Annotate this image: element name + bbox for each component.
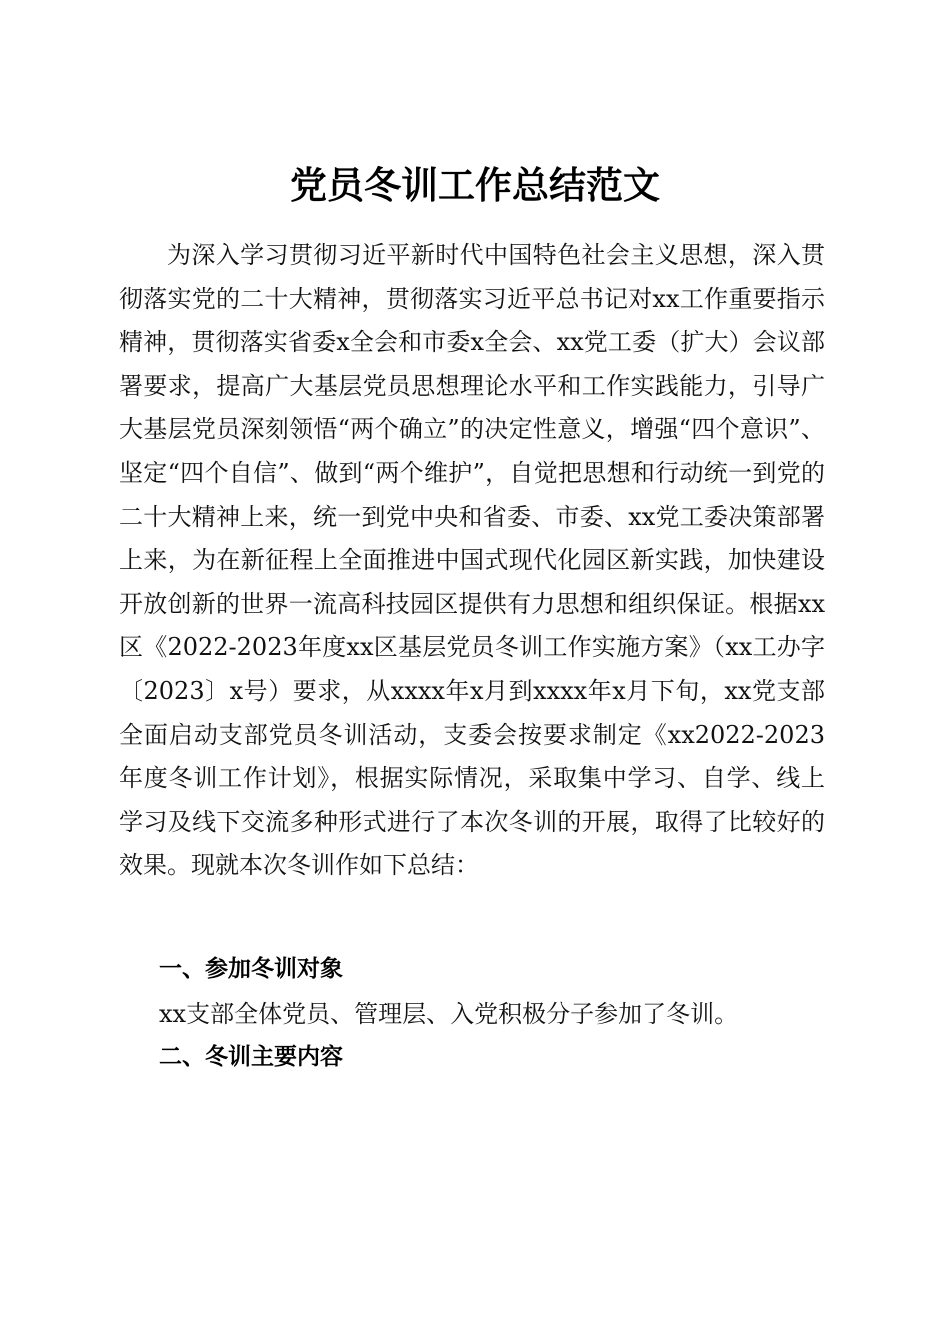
document-title: 党员冬训工作总结范文 xyxy=(290,162,660,207)
section-heading-content: 二、冬训主要内容 xyxy=(159,1044,343,1070)
section-text-participants: xx支部全体党员、管理层、入党积极分子参加了冬训。 xyxy=(159,1000,739,1028)
intro-paragraph: 为深入学习贯彻习近平新时代中国特色社会主义思想，深入贯彻落实党的二十大精神，贯彻落实习近平总书记对xx工作重要指示精神，贯彻落实省委x全会和市委x全会、xx党工委（扩大）会议部署要求，提高广大基层党员思想理论水平和工作实践能力，引导广大基层党员深刻领悟“两个确立”的决定性意义，增强“四个意识”、坚定“四个自信”、做到“两个维护”，自觉把思想和行动统一到党的二十大精神上来，统一到党中央和省委、市委、xx党工委决策部署上来，为在新征程上全面推进中国式现代化园区新实践，加快建设开放创新的世界一流高科技园区提供有力思想和组织保证。根据xx区《2022-2023年度xx区基层党员冬训工作实施方案》（xx工办字〔2023〕x号）要求，从xxxx年x月到xxxx年x月下旬，xx党支部全面启动支部党员冬训活动，支委会按要求制定《xx2022-2023年度冬训工作计划》，根据实际情况，采取集中学习、自学、线上学习及线下交流多种形式进行了本次冬训的开展，取得了比较好的效果。现就本次冬训作如下总结： xyxy=(119,241,825,880)
section-heading-participants: 一、参加冬训对象 xyxy=(159,956,343,982)
